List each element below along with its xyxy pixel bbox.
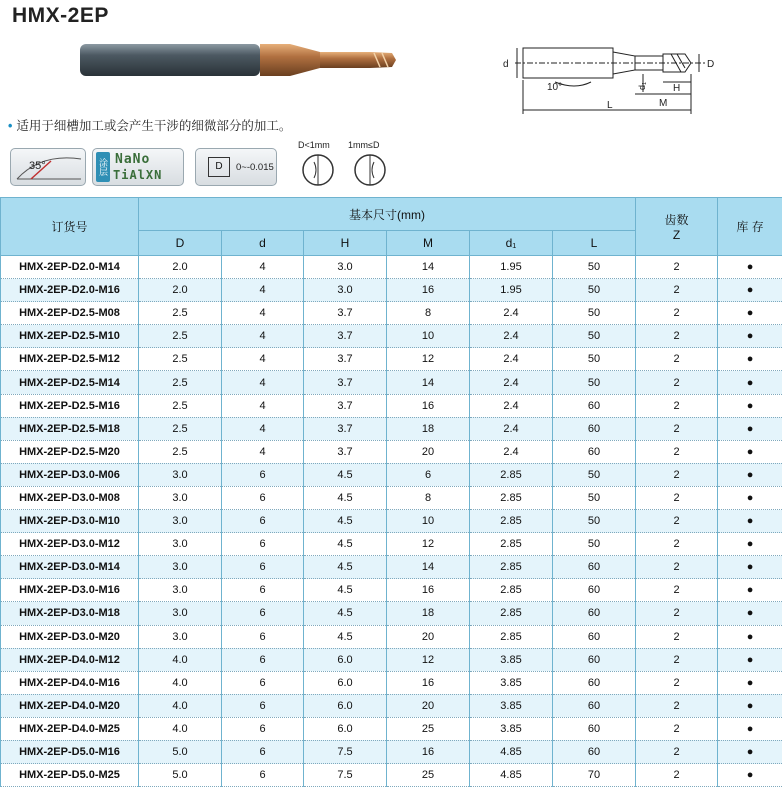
cell-code: HMX-2EP-D3.0-M12 <box>1 533 139 556</box>
cell-d1: 4.85 <box>470 764 553 787</box>
table-row <box>1 371 782 394</box>
cell-Z: 2 <box>636 533 718 556</box>
cell-D: 5.0 <box>139 740 222 763</box>
cell-stock: ● <box>718 556 782 579</box>
cell-L: 60 <box>553 417 636 440</box>
header-order-no: 订货号 <box>1 198 139 256</box>
cell-Z: 2 <box>636 371 718 394</box>
cell-code: HMX-2EP-D4.0-M20 <box>1 694 139 717</box>
cell-M: 12 <box>387 533 470 556</box>
table-row <box>1 417 782 440</box>
cell-d: 4 <box>222 440 304 463</box>
cell-D: 2.0 <box>139 256 222 279</box>
cell-code: HMX-2EP-D3.0-M18 <box>1 602 139 625</box>
cell-stock: ● <box>718 417 782 440</box>
cell-stock: ● <box>718 486 782 509</box>
cell-Z: 2 <box>636 717 718 740</box>
cell-d: 6 <box>222 740 304 763</box>
cell-stock: ● <box>718 648 782 671</box>
coating-label: 涂层 <box>96 152 110 182</box>
table-row <box>1 486 782 509</box>
cell-Z: 2 <box>636 556 718 579</box>
cell-H: 4.5 <box>304 625 387 648</box>
cell-d1: 1.95 <box>470 279 553 302</box>
cell-L: 50 <box>553 463 636 486</box>
cell-code: HMX-2EP-D3.0-M14 <box>1 556 139 579</box>
cell-M: 20 <box>387 625 470 648</box>
cell-M: 25 <box>387 764 470 787</box>
cell-d: 6 <box>222 602 304 625</box>
ball-nose-large-icon <box>352 152 388 188</box>
cell-Z: 2 <box>636 648 718 671</box>
cell-code: HMX-2EP-D2.5-M14 <box>1 371 139 394</box>
cell-L: 50 <box>553 325 636 348</box>
cell-d: 4 <box>222 256 304 279</box>
cell-Z: 2 <box>636 671 718 694</box>
cell-d: 6 <box>222 556 304 579</box>
description <box>8 116 291 134</box>
cell-Z: 2 <box>636 625 718 648</box>
cell-d: 4 <box>222 302 304 325</box>
header-teeth <box>636 198 718 256</box>
large-dia-label: 1mm≤D <box>348 140 380 150</box>
cell-D: 4.0 <box>139 648 222 671</box>
cell-d: 6 <box>222 625 304 648</box>
cell-stock: ● <box>718 602 782 625</box>
cell-d1: 3.85 <box>470 694 553 717</box>
cell-d1: 2.4 <box>470 302 553 325</box>
cell-H: 6.0 <box>304 648 387 671</box>
cell-code: HMX-2EP-D2.5-M12 <box>1 348 139 371</box>
cell-H: 4.5 <box>304 579 387 602</box>
cell-H: 6.0 <box>304 694 387 717</box>
cell-M: 25 <box>387 717 470 740</box>
cell-d: 6 <box>222 717 304 740</box>
cell-d1: 2.85 <box>470 556 553 579</box>
cell-Z: 2 <box>636 279 718 302</box>
table-row <box>1 625 782 648</box>
cell-H: 6.0 <box>304 717 387 740</box>
drawing-label-angle: 10° <box>547 82 563 93</box>
cell-d1: 2.4 <box>470 394 553 417</box>
cell-M: 8 <box>387 486 470 509</box>
cell-Z: 2 <box>636 256 718 279</box>
cell-d: 6 <box>222 694 304 717</box>
cell-d1: 4.85 <box>470 740 553 763</box>
cell-H: 6.0 <box>304 671 387 694</box>
cell-H: 4.5 <box>304 602 387 625</box>
cell-D: 3.0 <box>139 556 222 579</box>
cell-stock: ● <box>718 764 782 787</box>
header-col-D: D <box>139 231 222 256</box>
cell-H: 4.5 <box>304 463 387 486</box>
helix-angle-badge <box>10 148 86 186</box>
coating-badge <box>92 148 184 186</box>
cell-d: 6 <box>222 533 304 556</box>
cell-H: 3.7 <box>304 302 387 325</box>
cell-d: 6 <box>222 463 304 486</box>
tolerance-symbol: D <box>208 157 230 177</box>
cell-L: 60 <box>553 671 636 694</box>
drawing-label-d: d <box>503 59 509 70</box>
cell-M: 12 <box>387 648 470 671</box>
description-text: 适用于细槽加工或会产生干涉的细微部分的加工。 <box>16 119 292 133</box>
cell-H: 7.5 <box>304 740 387 763</box>
table-row <box>1 302 782 325</box>
table-row <box>1 671 782 694</box>
table-row <box>1 256 782 279</box>
cell-M: 16 <box>387 671 470 694</box>
header-col-H: H <box>304 231 387 256</box>
cell-Z: 2 <box>636 510 718 533</box>
header-basic-dims: 基本尺寸(mm) <box>139 198 636 231</box>
cell-H: 3.0 <box>304 279 387 302</box>
cell-d: 4 <box>222 371 304 394</box>
cell-stock: ● <box>718 717 782 740</box>
cell-Z: 2 <box>636 740 718 763</box>
cell-d1: 3.85 <box>470 648 553 671</box>
cell-D: 2.5 <box>139 325 222 348</box>
cell-D: 5.0 <box>139 764 222 787</box>
cell-H: 4.5 <box>304 510 387 533</box>
cell-M: 16 <box>387 279 470 302</box>
drawing-label-d1: d₁ <box>637 81 647 90</box>
helix-angle-text: 35° <box>29 160 46 172</box>
cell-L: 50 <box>553 486 636 509</box>
table-row <box>1 510 782 533</box>
cell-stock: ● <box>718 394 782 417</box>
tolerance-badge <box>195 148 277 186</box>
cell-Z: 2 <box>636 579 718 602</box>
cell-d1: 3.85 <box>470 671 553 694</box>
cell-stock: ● <box>718 533 782 556</box>
cell-H: 3.7 <box>304 394 387 417</box>
header-col-d: d <box>222 231 304 256</box>
cell-L: 60 <box>553 394 636 417</box>
cell-d1: 2.4 <box>470 371 553 394</box>
cell-H: 3.7 <box>304 371 387 394</box>
cell-d: 4 <box>222 417 304 440</box>
cell-L: 60 <box>553 717 636 740</box>
cell-L: 60 <box>553 648 636 671</box>
dimension-drawing <box>495 38 775 118</box>
cell-d: 6 <box>222 486 304 509</box>
table-row <box>1 463 782 486</box>
header-teeth-label: 齿数 <box>664 213 689 227</box>
table-row <box>1 556 782 579</box>
cell-code: HMX-2EP-D3.0-M06 <box>1 463 139 486</box>
cell-M: 18 <box>387 417 470 440</box>
cell-D: 2.5 <box>139 348 222 371</box>
cell-d1: 2.85 <box>470 625 553 648</box>
table-row <box>1 394 782 417</box>
cell-d1: 2.4 <box>470 348 553 371</box>
cell-code: HMX-2EP-D2.5-M18 <box>1 417 139 440</box>
cell-d1: 1.95 <box>470 256 553 279</box>
table-row <box>1 279 782 302</box>
cell-L: 60 <box>553 740 636 763</box>
table-row <box>1 764 782 787</box>
cell-stock: ● <box>718 440 782 463</box>
cell-H: 3.7 <box>304 417 387 440</box>
cell-code: HMX-2EP-D2.0-M16 <box>1 279 139 302</box>
cell-L: 50 <box>553 371 636 394</box>
cell-code: HMX-2EP-D3.0-M10 <box>1 510 139 533</box>
cell-H: 3.7 <box>304 325 387 348</box>
cell-D: 2.0 <box>139 279 222 302</box>
cell-L: 50 <box>553 302 636 325</box>
cell-code: HMX-2EP-D2.5-M16 <box>1 394 139 417</box>
cell-M: 10 <box>387 510 470 533</box>
cell-code: HMX-2EP-D2.5-M10 <box>1 325 139 348</box>
cell-M: 20 <box>387 694 470 717</box>
cell-D: 4.0 <box>139 671 222 694</box>
cell-L: 50 <box>553 533 636 556</box>
cell-Z: 2 <box>636 486 718 509</box>
cell-d1: 2.85 <box>470 510 553 533</box>
cell-L: 60 <box>553 556 636 579</box>
feature-badges <box>10 140 410 188</box>
cell-code: HMX-2EP-D5.0-M16 <box>1 740 139 763</box>
cell-H: 3.7 <box>304 348 387 371</box>
cell-H: 3.7 <box>304 440 387 463</box>
cell-stock: ● <box>718 279 782 302</box>
cell-D: 2.5 <box>139 394 222 417</box>
cell-code: HMX-2EP-D3.0-M16 <box>1 579 139 602</box>
cell-M: 18 <box>387 602 470 625</box>
cell-code: HMX-2EP-D2.0-M14 <box>1 256 139 279</box>
cell-M: 20 <box>387 440 470 463</box>
drawing-label-M: M <box>659 98 668 109</box>
table-row <box>1 717 782 740</box>
spec-table-body <box>1 256 782 787</box>
cell-D: 4.0 <box>139 717 222 740</box>
cell-code: HMX-2EP-D3.0-M20 <box>1 625 139 648</box>
cell-L: 50 <box>553 348 636 371</box>
helix-icon <box>11 149 87 187</box>
cell-code: HMX-2EP-D2.5-M08 <box>1 302 139 325</box>
cell-M: 8 <box>387 302 470 325</box>
bullet-icon: • <box>8 119 13 133</box>
cell-D: 3.0 <box>139 602 222 625</box>
cell-L: 60 <box>553 579 636 602</box>
drawing-label-H: H <box>673 83 681 94</box>
header-col-d1: d₁ <box>470 231 553 256</box>
header-stock: 库 存 <box>718 198 782 256</box>
cell-H: 7.5 <box>304 764 387 787</box>
cell-M: 12 <box>387 348 470 371</box>
cell-D: 3.0 <box>139 486 222 509</box>
cell-M: 16 <box>387 579 470 602</box>
cell-H: 3.0 <box>304 256 387 279</box>
cell-d: 6 <box>222 579 304 602</box>
header-col-L: L <box>553 231 636 256</box>
table-row <box>1 533 782 556</box>
cell-Z: 2 <box>636 302 718 325</box>
cell-d1: 2.85 <box>470 463 553 486</box>
cell-d: 6 <box>222 671 304 694</box>
cell-stock: ● <box>718 348 782 371</box>
cell-D: 3.0 <box>139 463 222 486</box>
table-row <box>1 440 782 463</box>
cell-d: 6 <box>222 764 304 787</box>
cell-D: 3.0 <box>139 510 222 533</box>
cell-code: HMX-2EP-D5.0-M25 <box>1 764 139 787</box>
spec-table <box>0 197 782 787</box>
end-mill-photo <box>80 40 400 80</box>
cell-stock: ● <box>718 625 782 648</box>
cell-Z: 2 <box>636 348 718 371</box>
cell-d1: 2.4 <box>470 440 553 463</box>
cell-L: 60 <box>553 625 636 648</box>
cell-Z: 2 <box>636 463 718 486</box>
table-row <box>1 325 782 348</box>
ball-nose-small-icon <box>300 152 336 188</box>
header-teeth-sub: Z <box>672 228 681 242</box>
cell-Z: 2 <box>636 325 718 348</box>
cell-stock: ● <box>718 256 782 279</box>
cell-M: 14 <box>387 256 470 279</box>
cell-d1: 3.85 <box>470 717 553 740</box>
drawing-label-L: L <box>607 100 613 111</box>
cell-stock: ● <box>718 463 782 486</box>
cell-D: 2.5 <box>139 440 222 463</box>
header-col-M: M <box>387 231 470 256</box>
cell-L: 50 <box>553 510 636 533</box>
cell-stock: ● <box>718 579 782 602</box>
cell-d1: 2.85 <box>470 533 553 556</box>
cell-stock: ● <box>718 325 782 348</box>
table-row <box>1 348 782 371</box>
coating-line1: NaNo <box>115 152 151 167</box>
table-row <box>1 648 782 671</box>
coating-line2: TiAlXN <box>113 168 163 182</box>
cell-M: 14 <box>387 371 470 394</box>
cell-H: 4.5 <box>304 533 387 556</box>
cell-D: 2.5 <box>139 371 222 394</box>
cell-stock: ● <box>718 302 782 325</box>
cell-code: HMX-2EP-D3.0-M08 <box>1 486 139 509</box>
cell-d: 4 <box>222 279 304 302</box>
cell-code: HMX-2EP-D4.0-M25 <box>1 717 139 740</box>
cell-D: 3.0 <box>139 579 222 602</box>
cell-D: 2.5 <box>139 417 222 440</box>
cell-d: 4 <box>222 348 304 371</box>
tolerance-value: 0~-0.015 <box>236 162 274 173</box>
cell-L: 60 <box>553 602 636 625</box>
cell-d: 4 <box>222 325 304 348</box>
cell-H: 4.5 <box>304 556 387 579</box>
cell-L: 60 <box>553 694 636 717</box>
cell-Z: 2 <box>636 602 718 625</box>
cell-Z: 2 <box>636 394 718 417</box>
cell-L: 50 <box>553 256 636 279</box>
cell-d1: 2.85 <box>470 486 553 509</box>
small-dia-label: D<1mm <box>298 140 330 150</box>
table-row <box>1 740 782 763</box>
cell-d1: 2.85 <box>470 579 553 602</box>
cell-L: 70 <box>553 764 636 787</box>
cell-H: 4.5 <box>304 486 387 509</box>
drawing-label-D: D <box>707 59 715 70</box>
cell-stock: ● <box>718 671 782 694</box>
cell-D: 3.0 <box>139 533 222 556</box>
cell-Z: 2 <box>636 764 718 787</box>
table-row <box>1 602 782 625</box>
table-row <box>1 694 782 717</box>
cell-L: 60 <box>553 440 636 463</box>
cell-stock: ● <box>718 740 782 763</box>
cell-Z: 2 <box>636 417 718 440</box>
cell-code: HMX-2EP-D4.0-M16 <box>1 671 139 694</box>
cell-M: 16 <box>387 394 470 417</box>
cell-d: 4 <box>222 394 304 417</box>
cell-stock: ● <box>718 510 782 533</box>
cell-L: 50 <box>553 279 636 302</box>
cell-d1: 2.4 <box>470 325 553 348</box>
cell-d1: 2.4 <box>470 417 553 440</box>
cell-d: 6 <box>222 510 304 533</box>
cell-M: 14 <box>387 556 470 579</box>
cell-d: 6 <box>222 648 304 671</box>
cell-Z: 2 <box>636 694 718 717</box>
cell-D: 3.0 <box>139 625 222 648</box>
cell-d1: 2.85 <box>470 602 553 625</box>
cell-M: 10 <box>387 325 470 348</box>
cell-code: HMX-2EP-D2.5-M20 <box>1 440 139 463</box>
cell-M: 6 <box>387 463 470 486</box>
cell-Z: 2 <box>636 440 718 463</box>
table-row <box>1 579 782 602</box>
cell-D: 4.0 <box>139 694 222 717</box>
cell-M: 16 <box>387 740 470 763</box>
product-title: HMX-2EP <box>12 4 109 27</box>
cell-stock: ● <box>718 694 782 717</box>
cell-stock: ● <box>718 371 782 394</box>
cell-code: HMX-2EP-D4.0-M12 <box>1 648 139 671</box>
cell-D: 2.5 <box>139 302 222 325</box>
